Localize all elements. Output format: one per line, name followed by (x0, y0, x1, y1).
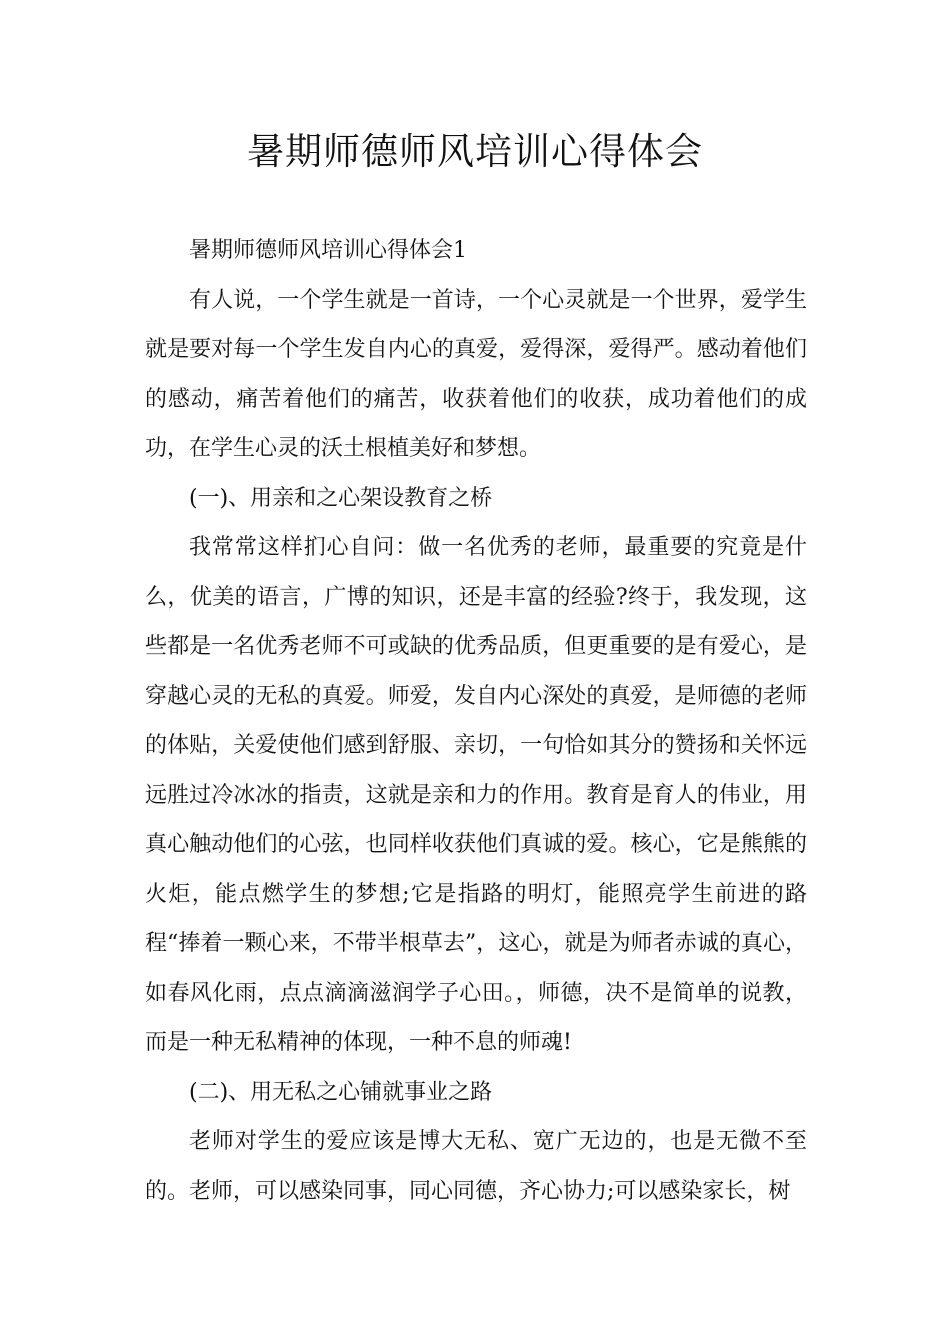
section-heading-1: (一)、用亲和之心架设教育之桥 (189, 485, 493, 511)
paragraph-section-1: 我常常这样扪心自问：做一名优秀的老师，最重要的究竟是什么，优美的语言，广博的知识，还是丰富的经验?终于，我发现，这些都是一名优秀老师不可或缺的优秀品质，但更重要的是有爱心，是穿越心灵的无私的真爱。师爱，发自内心深处的真爱，是师德的老师的体贴，关爱使他们感到舒服、亲切，一句恰如其分的赞扬和关怀远远胜过冷冰冰的指责，这就是亲和力的作用。教育是育人的伟业，用真心触动他们的心弦，也同样收获他们真诚的爱。核心，它是熊熊的火炬，能点燃学生的梦想;它是指路的明灯，能照亮学生前进的路程“捧着一颗心来，不带半根草去”，这心，就是为师者赤诚的真心，如春风化雨，点点滴滴滋润学子心田。，师德，决不是简单的说教，而是一种无私精神的体现，一种不息的师魂! (145, 535, 807, 1055)
paragraph-subtitle: 暑期师德师风培训心得体会1 (189, 238, 467, 263)
section-heading-2: (二)、用无私之心铺就事业之路 (189, 1079, 493, 1105)
document-body (145, 226, 807, 1216)
document-title: 暑期师德师风培训心得体会 (247, 130, 703, 173)
paragraph-intro: 有人说，一个学生就是一首诗，一个心灵就是一个世界，爱学生就是要对每一个学生发自内心的真爱，爱得深，爱得严。感动着他们的感动，痛苦着他们的痛苦，收获着他们的收获，成功着他们的成功，在学生心灵的沃土根植美好和梦想。 (145, 287, 807, 461)
paragraph-section-2: 老师对学生的爱应该是博大无私、宽广无边的，也是无微不至的。老师，可以感染同事，同心同德，齐心协力;可以感染家长，树 (145, 1129, 807, 1204)
